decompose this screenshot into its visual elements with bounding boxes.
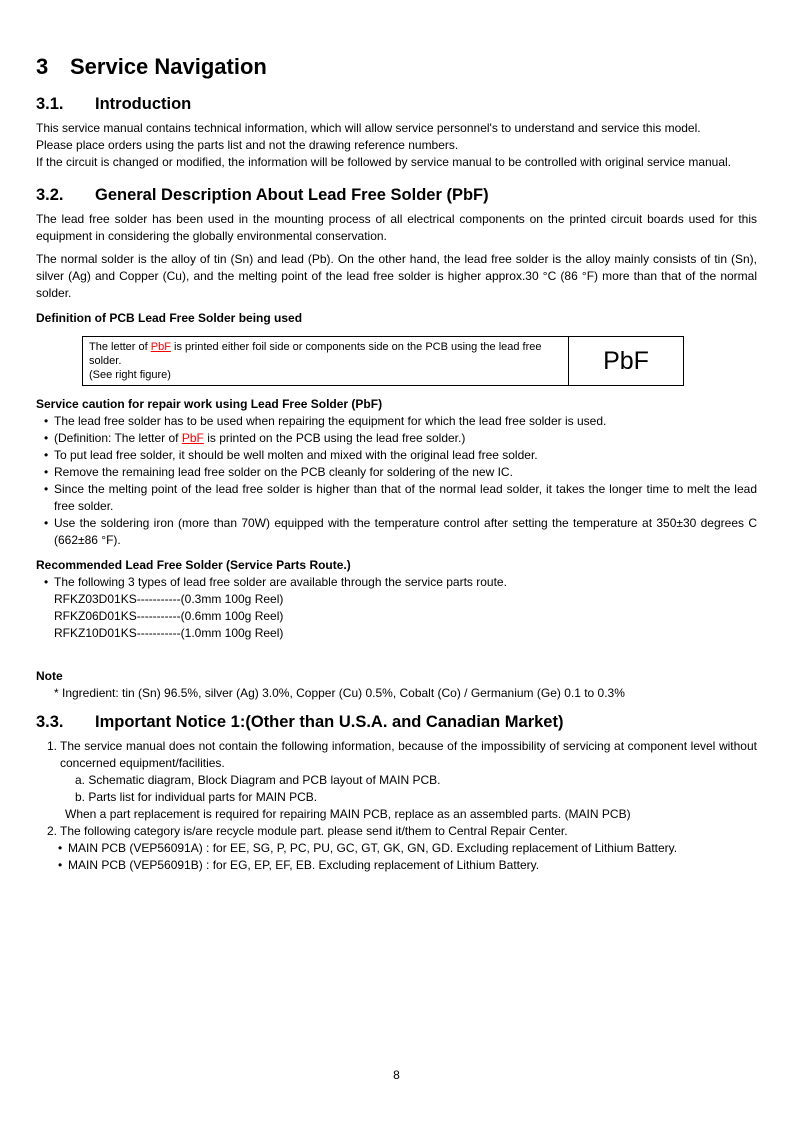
caution-bullet-4: • Since the melting point of the lead free solder is higher than that of the normal lead solder, it takes the longer time to melt the lead free solder. xyxy=(44,481,757,515)
chapter-number: 3 xyxy=(36,54,49,79)
section-notice-heading xyxy=(36,712,757,732)
pbf-definition-box xyxy=(82,336,684,386)
reel-item-1: RFKZ03D01KS-----------(0.3mm 100g Reel) xyxy=(54,592,284,606)
intro-paragraph-1: This service manual contains technical information, which will allow service personnel's to understand and service this model. xyxy=(36,121,701,135)
notice-item-1-closing: When a part replacement is required for repairing MAIN PCB, replace as an assembled parts. (MAIN PCB) xyxy=(65,807,631,821)
caution-subhead: Service caution for repair work using Lead Free Solder (PbF) xyxy=(36,397,383,411)
section-introduction-heading xyxy=(36,94,757,114)
reel-item-2: RFKZ06D01KS-----------(0.6mm 100g Reel) xyxy=(54,609,284,623)
section-number: 3.1. xyxy=(36,95,64,113)
recommended-bullet: • The following 3 types of lead free solder are available through the service parts route. xyxy=(44,574,757,591)
caution-bullet-2: • To put lead free solder, it should be well molten and mixed with the original lead free solder. xyxy=(44,447,757,464)
section-number: 3.3. xyxy=(36,713,64,731)
item-text: The following category is/are recycle module part. please send it/them to Central Repair Center. xyxy=(60,824,568,838)
bullet-text-suffix: is printed on the PCB using the lead free solder.) xyxy=(203,431,466,445)
section-solder-heading xyxy=(36,185,757,205)
caution-bullet-definition xyxy=(44,430,757,447)
notice-item-1b: b. Parts list for individual parts for MAIN PCB. xyxy=(75,790,318,804)
pbf-box-text-cell xyxy=(82,336,569,386)
definition-subhead: Definition of PCB Lead Free Solder being used xyxy=(36,311,303,325)
notice-item-2 xyxy=(47,823,757,840)
item-number: 1. xyxy=(47,739,58,753)
notice-pcb-bullet-2: • MAIN PCB (VEP56091B) : for EG, EP, EF, EB. Excluding replacement of Lithium Battery. xyxy=(58,857,757,874)
section-number: 3.2. xyxy=(36,186,64,204)
section-title: Important Notice 1:(Other than U.S.A. and Canadian Market) xyxy=(95,713,564,731)
box-text-suffix: is printed either foil side or components side on the PCB using the lead free solder. xyxy=(89,341,542,367)
note-heading: Note xyxy=(36,669,63,683)
item-text: The service manual does not contain the following information, because of the impossibility of servicing at component level without concerned equipment/facilities. xyxy=(60,739,757,770)
notice-item-1 xyxy=(47,738,757,772)
reel-item-3: RFKZ10D01KS-----------(1.0mm 100g Reel) xyxy=(54,626,284,640)
chapter-heading xyxy=(36,54,757,80)
caution-bullet-5: • Use the soldering iron (more than 70W) equipped with the temperature control after setting the temperature at 350±30 degrees C (662±86 °F). xyxy=(44,515,757,549)
notice-pcb-bullet-1: • MAIN PCB (VEP56091A) : for EE, SG, P, PC, PU, GC, GT, GK, GN, GD. Excluding replacement of Lithium Battery. xyxy=(58,840,757,857)
section-title: General Description About Lead Free Solder (PbF) xyxy=(95,186,489,204)
solder-paragraph-1: The lead free solder has been used in the mounting process of all electrical components on the printed circuit boards used for this equipment in considering the globally environmental conservation. xyxy=(36,212,757,243)
box-text-prefix: The letter of xyxy=(89,341,151,353)
pbf-red-text: PbF xyxy=(150,341,171,353)
pbf-label: PbF xyxy=(603,346,649,375)
intro-paragraph-3: If the circuit is changed or modified, the information will be followed by service manual to be controlled with original service manual. xyxy=(36,155,732,169)
chapter-title: Service Navigation xyxy=(70,54,267,79)
pbf-label-box xyxy=(569,336,684,386)
caution-bullet-1: • The lead free solder has to be used when repairing the equipment for which the lead free solder is used. xyxy=(44,413,757,430)
note-text: * Ingredient: tin (Sn) 96.5%, silver (Ag) 3.0%, Copper (Cu) 0.5%, Cobalt (Co) / Germanium (Ge) 0.1 to 0.3% xyxy=(54,686,625,700)
page-number: 8 xyxy=(393,1068,400,1082)
solder-paragraph-2: The normal solder is the alloy of tin (Sn) and lead (Pb). On the other hand, the lead free solder is the alloy mainly consists of tin (Sn), silver (Ag) and Copper (Cu), and the melting point of the lead free solder is higher approx.30 °C (86 °F) more than that of the normal solder. xyxy=(36,252,757,300)
recommended-subhead: Recommended Lead Free Solder (Service Parts Route.) xyxy=(36,558,351,572)
notice-item-1a: a. Schematic diagram, Block Diagram and PCB layout of MAIN PCB. xyxy=(75,773,441,787)
bullet-text-prefix: (Definition: The letter of xyxy=(54,431,182,445)
intro-paragraph-2: Please place orders using the parts list and not the drawing reference numbers. xyxy=(36,138,459,152)
section-title: Introduction xyxy=(95,95,192,113)
caution-bullet-3: • Remove the remaining lead free solder on the PCB cleanly for soldering of the new IC. xyxy=(44,464,757,481)
box-see-figure-text: (See right figure) xyxy=(89,369,171,381)
pbf-red-text: PbF xyxy=(181,431,204,445)
item-number: 2. xyxy=(47,824,58,838)
